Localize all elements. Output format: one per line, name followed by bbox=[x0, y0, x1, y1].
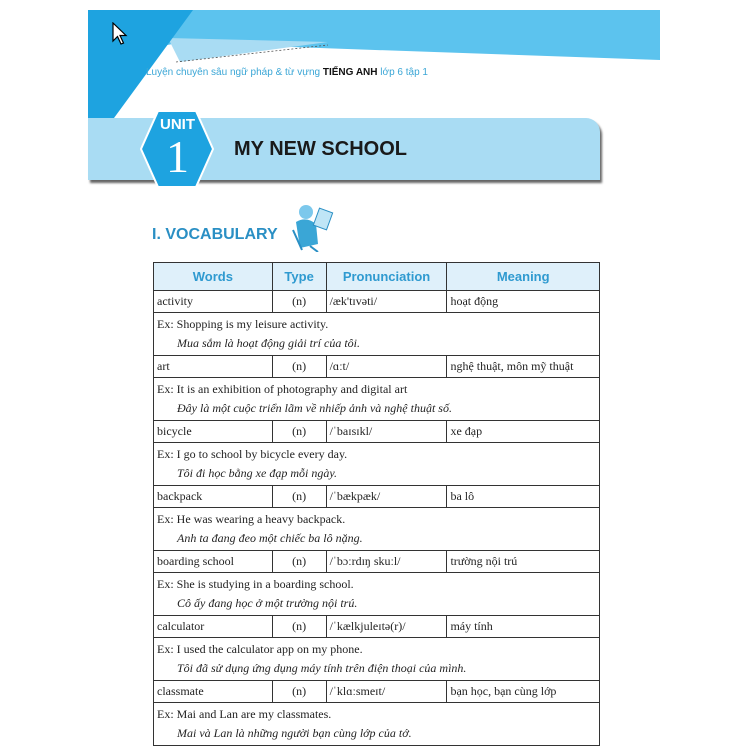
vocab-row bbox=[154, 421, 600, 443]
word-cell: activity bbox=[154, 291, 273, 313]
header-banner bbox=[88, 10, 660, 118]
example-row bbox=[154, 508, 600, 551]
pronunciation-cell: /ˈklɑːsmeɪt/ bbox=[326, 681, 447, 703]
unit-number: 1 bbox=[166, 131, 189, 182]
vocab-row bbox=[154, 356, 600, 378]
meaning-cell: ba lô bbox=[447, 486, 600, 508]
section-title: I. VOCABULARY bbox=[152, 226, 278, 243]
unit-label: UNIT bbox=[160, 116, 195, 133]
word-cell: classmate bbox=[154, 681, 273, 703]
pronunciation-cell: /ˈkælkjuleɪtə(r)/ bbox=[326, 616, 447, 638]
subtitle-grade: lớp 6 tập 1 bbox=[380, 67, 428, 78]
pronunciation-cell: /ɑːt/ bbox=[326, 356, 447, 378]
example-sentence: Ex: I used the calculator app on my phone. bbox=[157, 642, 363, 656]
vocab-row bbox=[154, 486, 600, 508]
example-translation: Cô ấy đang học ở một trường nội trú. bbox=[177, 596, 358, 610]
example-row bbox=[154, 313, 600, 356]
word-cell: calculator bbox=[154, 616, 273, 638]
subtitle-text: Luyện chuyên sâu ngữ pháp & từ vựng bbox=[146, 67, 321, 78]
example-sentence: Ex: Shopping is my leisure activity. bbox=[157, 317, 329, 331]
vocabulary-table bbox=[153, 262, 600, 746]
example-sentence: Ex: Mai and Lan are my classmates. bbox=[157, 707, 332, 721]
example-cell bbox=[154, 638, 600, 681]
example-sentence: Ex: I go to school by bicycle every day. bbox=[157, 447, 348, 461]
meaning-cell: xe đạp bbox=[447, 421, 600, 443]
example-cell bbox=[154, 508, 600, 551]
word-cell: backpack bbox=[154, 486, 273, 508]
header-type: Type bbox=[272, 263, 326, 291]
meaning-cell: hoạt động bbox=[447, 291, 600, 313]
pronunciation-cell: /ˈbɔːrdɪŋ skuːl/ bbox=[326, 551, 447, 573]
example-cell bbox=[154, 443, 600, 486]
meaning-cell: máy tính bbox=[447, 616, 600, 638]
example-translation: Đây là một cuộc triển lãm về nhiếp ảnh và nghệ thuật số. bbox=[177, 401, 452, 415]
example-row bbox=[154, 443, 600, 486]
example-row bbox=[154, 573, 600, 616]
type-cell: (n) bbox=[272, 486, 326, 508]
pronunciation-cell: /ˈbækpæk/ bbox=[326, 486, 447, 508]
type-cell: (n) bbox=[272, 291, 326, 313]
students-illustration-icon bbox=[288, 200, 336, 252]
example-cell bbox=[154, 573, 600, 616]
word-cell: art bbox=[154, 356, 273, 378]
meaning-cell: nghệ thuật, môn mỹ thuật bbox=[447, 356, 600, 378]
vocab-row bbox=[154, 551, 600, 573]
vocab-row bbox=[154, 681, 600, 703]
type-cell: (n) bbox=[272, 551, 326, 573]
example-translation: Tôi đã sử dụng ứng dụng máy tính trên điện thoại của mình. bbox=[177, 661, 467, 675]
meaning-cell: bạn học, bạn cùng lớp bbox=[447, 681, 600, 703]
example-cell bbox=[154, 703, 600, 746]
header-words: Words bbox=[154, 263, 273, 291]
example-translation: Mai và Lan là những người bạn cùng lớp của tớ. bbox=[177, 726, 412, 740]
book-subtitle bbox=[146, 67, 428, 78]
example-translation: Anh ta đang đeo một chiếc ba lô nặng. bbox=[177, 531, 363, 545]
example-row bbox=[154, 703, 600, 746]
example-translation: Mua sắm là hoạt động giải trí của tôi. bbox=[177, 336, 360, 350]
type-cell: (n) bbox=[272, 681, 326, 703]
type-cell: (n) bbox=[272, 356, 326, 378]
example-sentence: Ex: It is an exhibition of photography and digital art bbox=[157, 382, 408, 396]
meaning-cell: trường nội trú bbox=[447, 551, 600, 573]
example-row bbox=[154, 378, 600, 421]
mouse-cursor-icon bbox=[112, 22, 128, 46]
subtitle-bold: TIẾNG ANH bbox=[322, 67, 378, 78]
type-cell: (n) bbox=[272, 616, 326, 638]
vocab-row bbox=[154, 291, 600, 313]
unit-title: MY NEW SCHOOL bbox=[234, 138, 407, 160]
header-meaning: Meaning bbox=[447, 263, 600, 291]
example-row bbox=[154, 638, 600, 681]
pronunciation-cell: /æk'tɪvəti/ bbox=[326, 291, 447, 313]
example-sentence: Ex: He was wearing a heavy backpack. bbox=[157, 512, 346, 526]
type-cell: (n) bbox=[272, 421, 326, 443]
example-cell bbox=[154, 378, 600, 421]
header-pronunciation: Pronunciation bbox=[326, 263, 447, 291]
example-sentence: Ex: She is studying in a boarding school. bbox=[157, 577, 354, 591]
example-cell bbox=[154, 313, 600, 356]
vocab-row bbox=[154, 616, 600, 638]
pronunciation-cell: /ˈbaɪsɪkl/ bbox=[326, 421, 447, 443]
example-translation: Tôi đi học bằng xe đạp mỗi ngày. bbox=[177, 466, 337, 480]
word-cell: bicycle bbox=[154, 421, 273, 443]
word-cell: boarding school bbox=[154, 551, 273, 573]
